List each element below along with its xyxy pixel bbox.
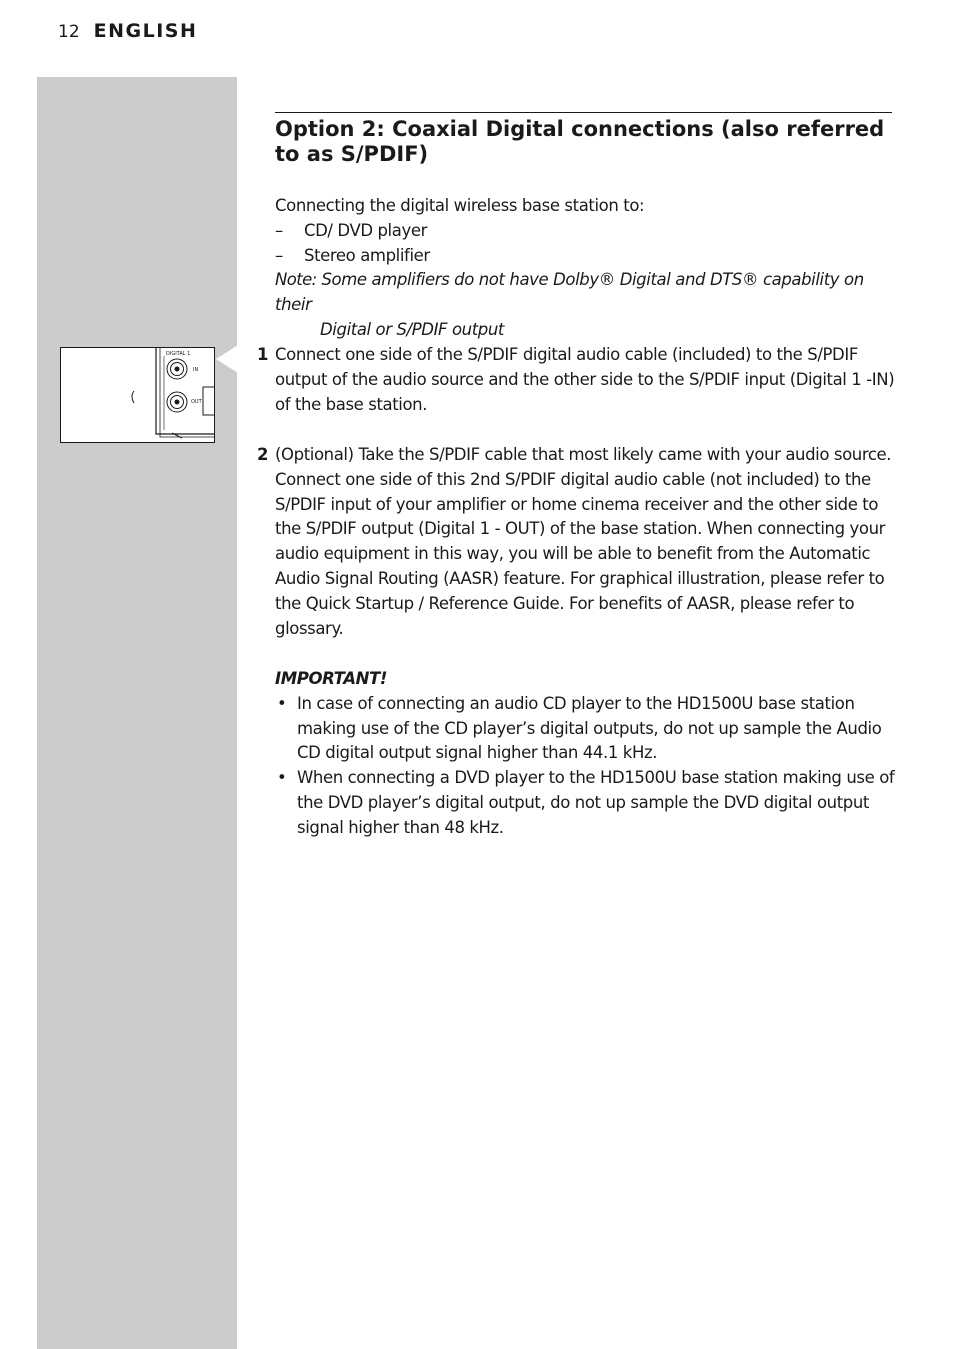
step-text: (Optional) Take the S/PDIF cable that most likely came with your audio source. Connect one side of this 2nd S/PDIF digital audio cable (not included) to the S/PDIF input of your amplifier or home cinema receiver and the other side to the S/PDIF output (Digital 1 - OUT) of the base station. When connecting your audio equipment in this way, you will be able to benefit from the Automatic Audio Signal Routing (AASR) feature. For graphical illustration, please refer to the Quick Startup / Reference Guide. For benefits of AASR, please refer to glossary. xyxy=(275,445,892,638)
digital-connector-illustration xyxy=(60,347,215,443)
page-header xyxy=(58,20,197,42)
bullet-text: When connecting a DVD player to the HD1500U base station making use of the DVD player’s digital output, do not up sample the DVD digital output signal higher than 48 kHz. xyxy=(297,768,895,837)
note-text-line1: Some amplifiers do not have Dolby® Digital and DTS® capability on their xyxy=(275,270,864,315)
pointer-arrow-icon xyxy=(216,345,240,375)
section-title: Option 2: Coaxial Digital connections (also referred to as S/PDIF) xyxy=(275,117,885,166)
page-number: 12 xyxy=(58,22,80,42)
bullet-item xyxy=(275,692,895,766)
bullet-text: In case of connecting an audio CD player to the HD1500U base station making use of the CD player’s digital outputs, do not up sample the Audio CD digital output signal higher than 44.1 kHz. xyxy=(297,693,882,763)
list-item xyxy=(275,219,895,244)
step-1 xyxy=(257,343,897,417)
bullet-marker: • xyxy=(277,768,287,788)
intro-text: Connecting the digital wireless base station to: xyxy=(275,196,645,215)
step-number: 2 xyxy=(257,445,269,464)
list-item-text: CD/ DVD player xyxy=(304,220,427,240)
sidebar-margin xyxy=(37,77,237,1349)
step-text: Connect one side of the S/PDIF digital audio cable (included) to the S/PDIF output of the audio source and the other side to the S/PDIF input (Digital 1 -IN) of the base station. xyxy=(275,345,895,414)
note-label: Note: xyxy=(275,270,317,290)
step-number: 1 xyxy=(257,345,269,364)
intro-block xyxy=(275,194,895,343)
important-heading: IMPORTANT! xyxy=(275,669,387,688)
coax-in-jack xyxy=(167,359,187,379)
list-marker: – xyxy=(275,245,283,265)
list-item-text: Stereo amplifier xyxy=(304,245,430,265)
bullet-item xyxy=(275,766,895,840)
important-block xyxy=(275,667,895,841)
section-rule xyxy=(275,112,892,113)
figure-label-in: IN xyxy=(193,367,199,373)
list-marker: – xyxy=(275,220,283,240)
note xyxy=(275,268,895,318)
coax-out-jack xyxy=(167,392,187,412)
bullet-marker: • xyxy=(277,693,287,713)
step-2 xyxy=(257,443,897,641)
language-label: ENGLISH xyxy=(93,20,198,42)
list-item xyxy=(275,244,895,269)
note-text-line2: Digital or S/PDIF output xyxy=(320,319,504,339)
figure-label-digital: DIGITAL 1 xyxy=(166,351,191,357)
figure-label-out: OUT xyxy=(191,399,202,405)
